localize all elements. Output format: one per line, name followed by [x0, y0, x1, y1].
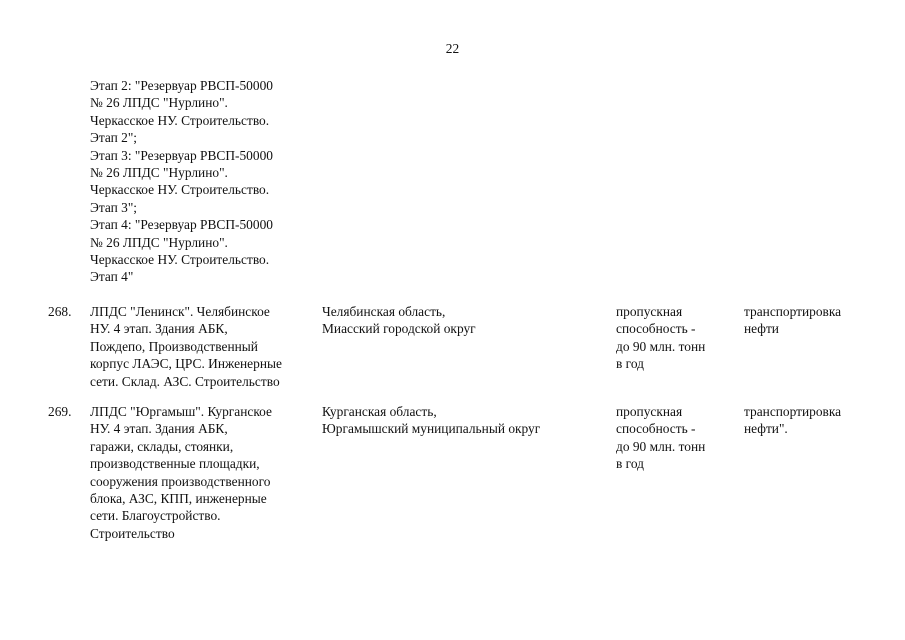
row-number: 268.	[48, 304, 72, 319]
text-line: Челябинская область,	[322, 304, 446, 319]
text-line: в год	[616, 356, 644, 372]
text-line: сети. Благоустройство.	[90, 508, 221, 524]
object-capacity	[616, 403, 734, 473]
text-line: производственные площадки,	[90, 456, 260, 472]
text-line: гаражи, склады, стоянки,	[90, 438, 234, 454]
object-purpose	[744, 303, 884, 338]
text-line: Черкасское НУ. Строительство.	[90, 182, 270, 198]
text-line: блока, АЗС, КПП, инженерные	[90, 491, 267, 507]
text-line: НУ. 4 этап. Здания АБК,	[90, 321, 228, 337]
text-line: Курганская область,	[322, 404, 437, 419]
text-line: Этап 3";	[90, 199, 138, 215]
text-line: Юргамышский муниципальный округ	[322, 421, 541, 437]
text-line: транспортировка	[744, 304, 842, 319]
text-line: Пождепо, Производственный	[90, 338, 258, 354]
text-line: сети. Склад. АЗС. Строительство	[90, 373, 280, 389]
text-line: ЛПДС "Юргамыш". Курганское	[90, 404, 272, 419]
text-line: № 26 ЛПДС "Нурлино".	[90, 165, 228, 181]
continued-object-name	[90, 77, 330, 286]
object-location	[322, 403, 607, 438]
text-line: Черкасское НУ. Строительство.	[90, 252, 270, 268]
text-line: сооружения производственного	[90, 473, 271, 489]
text-line: Этап 3: "Резервуар РВСП-50000	[90, 147, 273, 163]
object-location	[322, 303, 607, 338]
text-line: НУ. 4 этап. Здания АБК,	[90, 421, 228, 437]
object-purpose	[744, 403, 884, 438]
text-line: ЛПДС "Ленинск". Челябинское	[90, 304, 270, 319]
text-line: пропускная	[616, 304, 683, 319]
text-line: способность -	[616, 421, 696, 437]
text-line: нефти".	[744, 421, 788, 437]
text-line: пропускная	[616, 404, 683, 419]
text-line: транспортировка	[744, 404, 842, 419]
text-line: Черкасское НУ. Строительство.	[90, 112, 270, 128]
object-capacity	[616, 303, 734, 373]
text-line: в год	[616, 456, 644, 472]
row-number: 269.	[48, 404, 72, 419]
text-line: Этап 4: "Резервуар РВСП-50000	[90, 217, 273, 233]
text-line: Миасский городской округ	[322, 321, 476, 337]
object-name	[90, 403, 318, 542]
text-line: до 90 млн. тонн	[616, 338, 706, 354]
text-line: № 26 ЛПДС "Нурлино".	[90, 234, 228, 250]
text-line: до 90 млн. тонн	[616, 438, 706, 454]
text-line: Этап 4"	[90, 269, 134, 285]
text-line: Строительство	[90, 525, 175, 541]
text-line: способность -	[616, 321, 696, 337]
text-line: № 26 ЛПДС "Нурлино".	[90, 95, 228, 111]
text-line: Этап 2: "Резервуар РВСП-50000	[90, 78, 273, 93]
text-line: нефти	[744, 321, 779, 337]
page-number: 22	[445, 41, 460, 56]
text-line: Этап 2";	[90, 130, 138, 146]
object-name	[90, 303, 318, 390]
text-line: корпус ЛАЭС, ЦРС. Инженерные	[90, 356, 282, 372]
